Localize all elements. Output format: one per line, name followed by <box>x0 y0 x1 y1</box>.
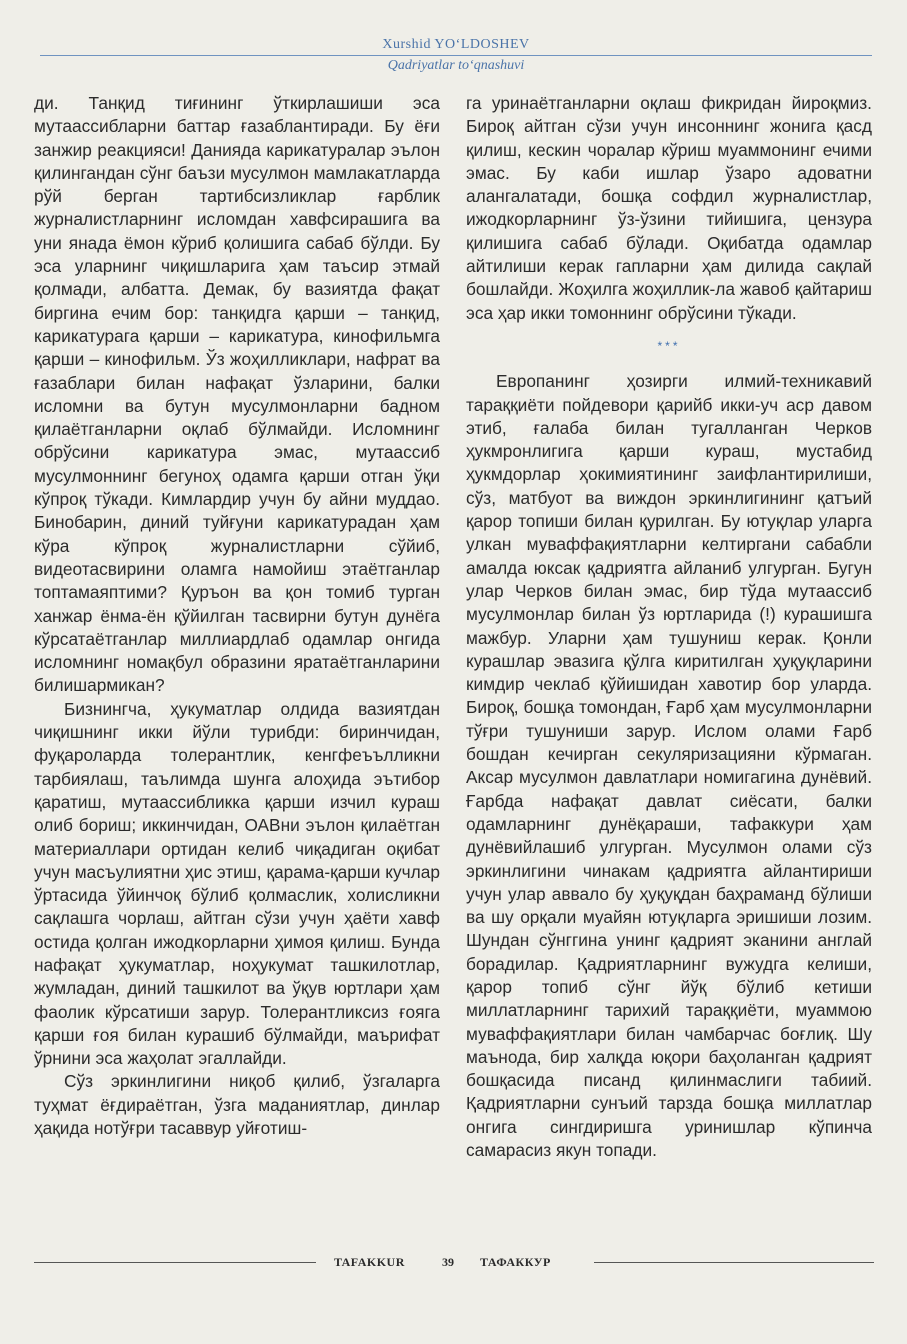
header-rule <box>40 55 872 56</box>
article-title: Qadriyatlar to‘qnashuvi <box>387 58 525 73</box>
paragraph: Бизнингча, ҳукуматлар олдида вазиятдан чиқишнинг икки йўли турибди: биринчидан, фуқароларда толерантлик, кенгфеъълликни тарбиялаш, таълимда шунга алоҳида эътибор қаратиш, мутаассибликка қарши изчил кураш олиб бориш; иккинчидан, ОАВни эълон қилаётган материаллари ортидан келиб чиқадиган оқибат учун масъулиятни ҳис этиш, қарама-қарши кучлар ўртасида ўйинчоқ бўлиб қолмаслик, холисликни сақлашга чорлаш, айтган сўзи учун ҳаёти хавф остида қолган ижодкорларни ҳимоя қилиш. Бунда нафақат ҳукуматлар, ноҳукумат ташкилотлар, жумладан, диний ташкилот ва ўқув юртлари ҳам фаолик кўрсатиши зарур. Толерантликсиз ғояга қарши ғоя билан курашиб бўлмайди, маърифат ўрнини эса жаҳолат эгаллайди. <box>34 698 440 1069</box>
page-number: 39 <box>442 1255 454 1269</box>
author-name: Xurshid YO‘LDOSHEV <box>382 37 530 52</box>
paragraph: га уринаётганларни оқлаш фикридан йироқмиз. Бироқ айтган сўзи учун инсоннинг жонига қасд қилиш, кескин чоралар кўриш муаммонинг ечими эмас. Бу каби ишлар ўзаро адоватни алангалатади, бошқа софдил журналистлар, ижодкорларнинг ўз-ўзини тийишига, цензура қилишига сабаб бўлади. Оқибатда одамлар айтилиши керак гапларни ҳам дилида сақлай бошлайди. Жоҳилга жоҳиллик-ла жавоб қайтариш эса ҳар икки томоннинг обрўсини тўкади. <box>466 93 872 323</box>
section-separator: *** <box>657 338 681 353</box>
footer-rule-right <box>594 1262 874 1263</box>
journal-name-latin: TAFAKKUR <box>334 1255 405 1269</box>
right-column <box>466 92 872 1162</box>
paragraph: ди. Танқид тиғининг ўткирлашиши эса мутаассибларни баттар ғазаблантиради. Бу ёғи занжир реакцияси! Данияда карикатуралар эълон қилингандан сўнг баъзи мусулмон мамлакатларда рўй берган тартибсизликлар ғарблик журналистларнинг исломдан хавфсирашига ва уни янада ёмон кўриб қолишига сабаб бўлди. Бу эса уларнинг чиқишларига ҳам таъсир этмай қолмади, албатта. Демак, бу вазиятда фақат биргина ечим бор: танқидга қарши – танқид, карикатурага қарши – карикатура, кинофильмга қарши – кинофильм. Ўз жоҳилликлари, нафрат ва ғазаблари билан нафақат ўзларини, балки исломни ва бутун мусулмонларни бадном қилаётганларни оқлаб бўлмайди. Исломнинг обрўсини карикатура эмас, мутаассиб мусулмоннинг бегуноҳ одамга қарши отган ўқи кўпроқ тўкади. Кимлардир учун бу айни муддао. Бинобарин, диний туйғуни карикатурадан ҳам кўра кўпроқ журналистларни сўйиб, видеотасвирини оламга намойиш этаётганлар топтамаяптими? Қуръон ва қон томиб турган ханжар ёнма-ён қўйилган тасвирни бутун дунёга кўрсатаётганлар миллиардлаб одамлар онгида исломнинг номақбул образини яратаётганларини билишармикан? <box>34 93 440 696</box>
left-column <box>34 92 440 1140</box>
footer-rule-left <box>34 1262 316 1263</box>
journal-name-cyrillic: ТАФАККУР <box>480 1255 551 1269</box>
page-footer <box>34 1252 874 1272</box>
paragraph: Сўз эркинлигини ниқоб қилиб, ўзгаларга туҳмат ёғдираётган, ўзга маданиятлар, динлар ҳақида нотўғри тасаввур уйғотиш- <box>34 1071 440 1139</box>
paragraph: Европанинг ҳозирги илмий-техникавий тараққиёти пойдевори қарийб икки-уч аср давом этиб, ғалаба билан тугалланган Черков ҳукмронлигига қарши кураш, мустабид ҳукмдорлар ҳокимиятининг заифлантирилиши, сўз, матбуот ва виждон эркинлигининг қатъий қарор топиши билан қурилган. Бу ютуқлар уларга улкан муваффақиятларни келтиргани сабабли амалда юксак қадриятга айланиб улгурган. Бугун улар Черков билан эмас, бир тўда мутаассиб мусулмонлар билан ўз юртларида (!) курашишга мажбур. Уларни ҳам тушуниш керак. Қонли курашлар эвазига қўлга киритилган ҳуқуқларини кимдир чеклаб қўйишидан хавотир бор уларда. Бироқ, бошқа томондан, Ғарб ҳам мусулмонларни тўғри тушуниши зарур. Ислом олами Ғарб бошдан кечирган секуляризацияни кўрмаган. Аксар мусулмон давлатлари номигагина дунёвий. Ғарбда нафақат давлат сиёсати, балки одамларнинг дунёқараши, тафаккури ҳам дунёвийлашиб улгурган. Мусулмон олами сўз эркинлигини чинакам қадриятга айлантириши учун улар аввало бу ҳуқуқдан баҳраманд бўлиши ва шу орқали муайян ютуқларга эришиши лозим. Шундан сўнггина унинг қадрият эканини англай борадилар. Қадриятларнинг вужудга келиши, қарор топиб сўнг йўқ бўлиб кетиши миллатларнинг тарихий тараққиёти, муаммою муваффақиятлари билан чамбарчас боғлиқ. Шу маънода, бир халқда юқори баҳоланган қадрият бошқасида писанд қилинмаслиги табиий. Қадриятларни сунъий тарзда бошқа миллатлар онгига сингдиришга уринишлар кўпинча самарасиз якун топади. <box>466 371 872 1161</box>
page-header <box>40 36 872 75</box>
